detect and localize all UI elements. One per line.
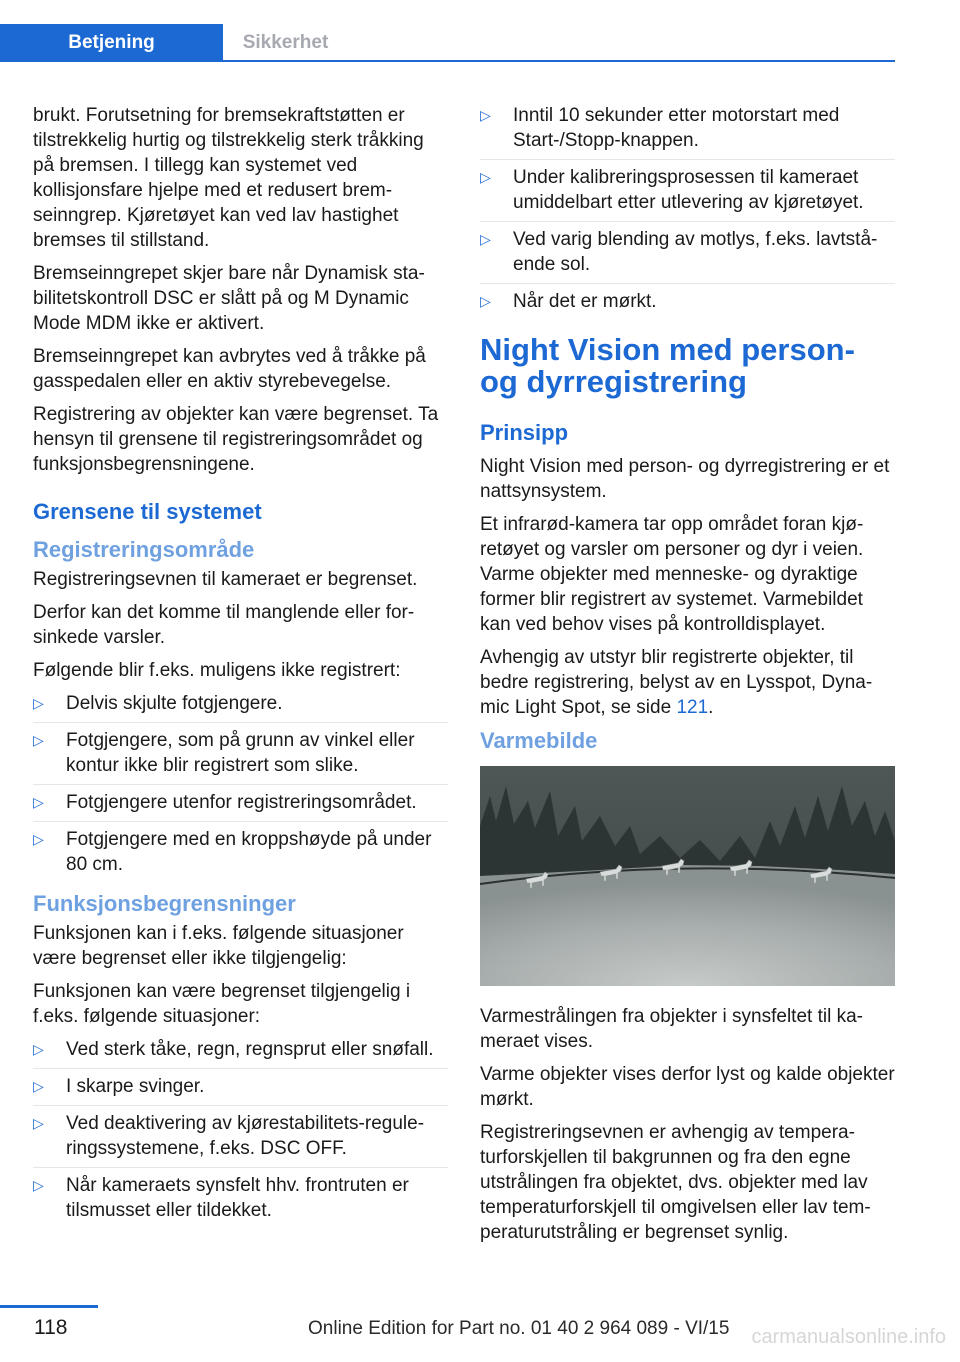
paragraph: Et infrarød-kamera tar opp området foran kjøretøyet og varsler om personer og dyr i veien. Varme objekter med menneske- og dyraktige former blir registrert av systemet. Varmebildet kan ved behov vises på kontrolldisplayet. bbox=[480, 514, 864, 635]
list-item-text: Under kalibreringsprosessen til kameraet umiddelbart etter utlevering av kjøretøyet. bbox=[513, 167, 864, 213]
bullet-list bbox=[480, 103, 895, 314]
page-number: 118 bbox=[34, 1316, 68, 1339]
list-item bbox=[33, 1068, 448, 1099]
list-item bbox=[33, 1105, 448, 1161]
paragraph: Følgende blir f.eks. muligens ikke registrert: bbox=[33, 660, 401, 681]
triangle-bullet-icon: ▷ bbox=[480, 231, 491, 247]
subheading-thermal-image: Varmebilde bbox=[480, 728, 598, 753]
list-item bbox=[33, 691, 448, 716]
triangle-bullet-icon: ▷ bbox=[33, 732, 44, 748]
paragraph: Bremseinngrepet skjer bare når Dynamisk stabilitetskontroll DSC er slått på og M Dynamic Mode MDM ikke er aktivert. bbox=[33, 263, 425, 334]
list-item bbox=[33, 821, 448, 877]
list-item bbox=[480, 159, 895, 215]
list-item-text: Fotgjengere utenfor registreringsområdet. bbox=[66, 792, 417, 813]
section-title-night-vision: Night Vision med person- og dyrregistrering bbox=[480, 332, 855, 399]
page-reference-link[interactable]: 121 bbox=[676, 697, 709, 718]
subheading-function-limits: Funksjonsbegrensninger bbox=[33, 891, 296, 916]
paragraph-text: Avhengig av utstyr blir registrerte objekter, til bedre registrering, belyst av en Lysspot, Dynamic Light Spot, se side bbox=[480, 647, 873, 718]
paragraph: brukt. Forutsetning for bremsekraftstøtten er tilstrekkelig hurtig og tilstrekkelig sterk tråkking på bremsen. I tillegg kan systemet ved kollisjonsfare hjelpe med et redusert bremseinngrep. Kjøretøyet kan ved lav hastighet bremses til stillstand. bbox=[33, 105, 424, 251]
paragraph: Varme objekter vises derfor lyst og kalde objekter mørkt. bbox=[480, 1064, 895, 1110]
triangle-bullet-icon: ▷ bbox=[33, 695, 44, 711]
triangle-bullet-icon: ▷ bbox=[33, 1177, 44, 1193]
list-item-text: Fotgjengere, som på grunn av vinkel eller kontur ikke blir registrert som slike. bbox=[66, 730, 415, 776]
paragraph: Registreringsevnen til kameraet er begrenset. bbox=[33, 569, 418, 590]
paragraph: Registrering av objekter kan være begrenset. Ta hensyn til grensene til registreringsområdet og funksjonsbegrensningene. bbox=[33, 404, 439, 475]
list-item-text: Inntil 10 sekunder etter motorstart med Start-/Stopp-knappen. bbox=[513, 105, 840, 151]
paragraph: Bremseinngrepet kan avbrytes ved å tråkke på gasspedalen eller en aktiv styrebevegelse. bbox=[33, 346, 426, 392]
header-divider bbox=[0, 60, 895, 62]
bullet-list bbox=[33, 1037, 448, 1223]
list-item bbox=[33, 1037, 448, 1062]
header-tabbar bbox=[0, 24, 895, 62]
subheading-detection-range: Registreringsområde bbox=[33, 537, 255, 562]
tab-betjening[interactable]: Betjening bbox=[0, 24, 223, 60]
list-item-text: I skarpe svinger. bbox=[66, 1076, 205, 1097]
list-item bbox=[480, 283, 895, 314]
thermal-image bbox=[480, 766, 895, 986]
list-item-text: Når kameraets synsfelt hhv. frontruten er tilsmusset eller tildekket. bbox=[66, 1175, 409, 1221]
heading-principle: Prinsipp bbox=[480, 420, 569, 445]
heading-system-limits: Grensene til systemet bbox=[33, 499, 262, 524]
list-item bbox=[33, 722, 448, 778]
watermark: carmanualsonline.info bbox=[751, 1326, 946, 1348]
triangle-bullet-icon: ▷ bbox=[480, 107, 491, 123]
list-item-text: Delvis skjulte fotgjengere. bbox=[66, 693, 283, 714]
paragraph: Registreringsevnen er avhengig av temperaturforskjellen til bakgrunnen og fra den egne utstrålingen fra objektet, dvs. objekter med lav temperaturforskjell til omgivelsen eller lav temperaturutstråling er begrenset synlig. bbox=[480, 1122, 871, 1243]
paragraph: Night Vision med person- og dyrregistrering er et nattsynsystem. bbox=[480, 456, 890, 502]
triangle-bullet-icon: ▷ bbox=[33, 1041, 44, 1057]
list-item bbox=[33, 784, 448, 815]
left-column bbox=[33, 103, 448, 1237]
list-item bbox=[480, 221, 895, 277]
triangle-bullet-icon: ▷ bbox=[33, 831, 44, 847]
list-item-text: Når det er mørkt. bbox=[513, 291, 657, 312]
triangle-bullet-icon: ▷ bbox=[33, 1078, 44, 1094]
right-column bbox=[480, 103, 895, 1253]
tab-sikkerhet[interactable]: Sikkerhet bbox=[223, 24, 348, 60]
bullet-list bbox=[33, 691, 448, 877]
triangle-bullet-icon: ▷ bbox=[33, 1115, 44, 1131]
paragraph: Derfor kan det komme til manglende eller forsinkede varsler. bbox=[33, 602, 415, 648]
paragraph: Funksjonen kan være begrenset tilgjengelig i f.eks. følgende situasjoner: bbox=[33, 981, 411, 1027]
list-item-text: Fotgjengere med en kroppshøyde på under 80 cm. bbox=[66, 829, 432, 875]
paragraph bbox=[480, 645, 895, 720]
list-item-text: Ved deaktivering av kjørestabilitets-reguleringssystemene, f.eks. DSC OFF. bbox=[66, 1113, 425, 1159]
paragraph: Varmestrålingen fra objekter i synsfeltet til kameraet vises. bbox=[480, 1006, 863, 1052]
list-item bbox=[33, 1167, 448, 1223]
paragraph: Funksjonen kan i f.eks. følgende situasjoner være begrenset eller ikke tilgjengelig: bbox=[33, 923, 404, 969]
triangle-bullet-icon: ▷ bbox=[33, 794, 44, 810]
triangle-bullet-icon: ▷ bbox=[480, 293, 491, 309]
list-item-text: Ved sterk tåke, regn, regnsprut eller snøfall. bbox=[66, 1039, 434, 1060]
edition-text: Online Edition for Part no. 01 40 2 964 089 - VI/15 bbox=[308, 1318, 730, 1339]
triangle-bullet-icon: ▷ bbox=[480, 169, 491, 185]
list-item-text: Ved varig blending av motlys, f.eks. lavtstående sol. bbox=[513, 229, 878, 275]
list-item bbox=[480, 103, 895, 153]
paragraph-text: . bbox=[708, 697, 714, 718]
footer-accent-line bbox=[0, 1305, 98, 1308]
